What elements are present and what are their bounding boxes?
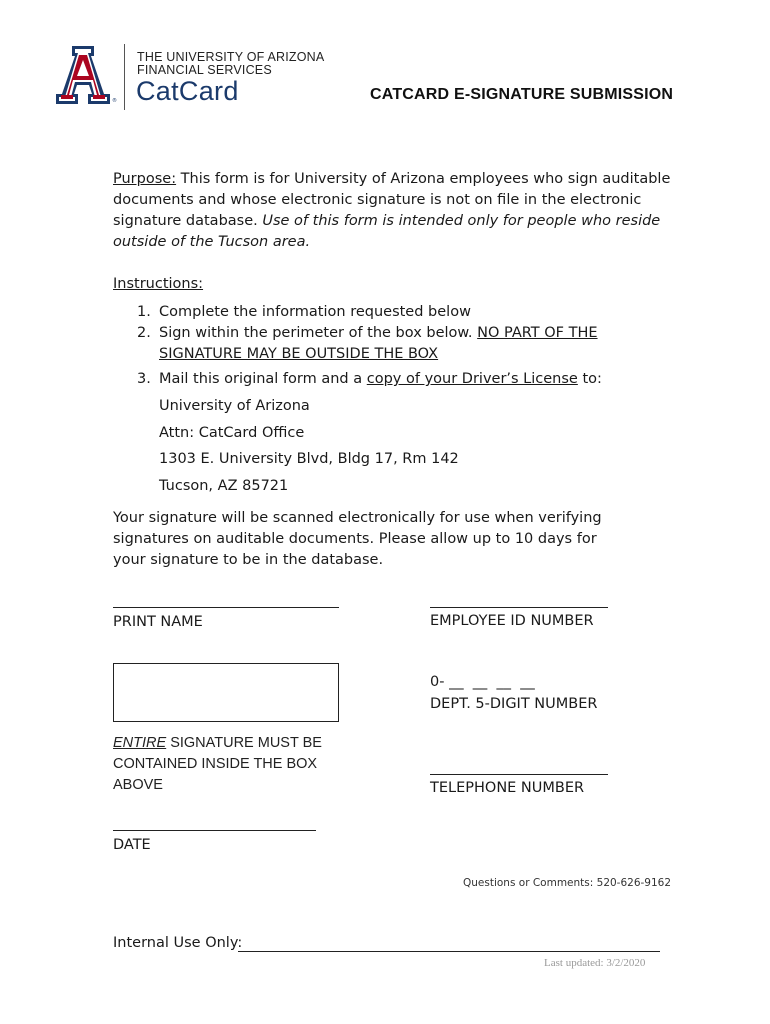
telephone-line[interactable] (430, 774, 608, 775)
form-title: CATCARD E-SIGNATURE SUBMISSION (370, 86, 674, 103)
questions-contact: Questions or Comments: 520-626-9162 (463, 877, 672, 889)
telephone-label: TELEPHONE NUMBER (430, 780, 585, 796)
instruction-item (137, 323, 657, 365)
mailing-address (159, 393, 459, 499)
signature-note-emphasis: ENTIRE (113, 735, 167, 751)
instruction-emphasis: copy of your Driver’s License (366, 371, 578, 387)
instruction-emphasis: NO PART OF THE SIGNATURE MAY BE OUTSIDE THE BOX (159, 325, 598, 362)
instruction-text: Sign within the perimeter of the box below. (159, 325, 478, 341)
instruction-number: 3. (137, 371, 151, 387)
instruction-number: 1. (137, 304, 151, 320)
signature-box[interactable] (113, 663, 339, 722)
last-updated: Last updated: 3/2/2020 (544, 957, 646, 969)
print-name-line[interactable] (113, 607, 339, 608)
purpose-label: Purpose: (113, 171, 177, 187)
instruction-tail: to: (577, 371, 602, 387)
instruction-text: Complete the information requested below (159, 304, 471, 320)
internal-use-label: Internal Use Only: (113, 935, 243, 951)
purpose-text: This form is for University of Arizona employees who sign auditable documents and whose electronic signature is not on file in the electronic signature database. (113, 171, 671, 229)
print-name-label: PRINT NAME (113, 614, 203, 630)
department-name: FINANCIAL SERVICES (137, 63, 272, 77)
date-line[interactable] (113, 830, 316, 831)
signature-note (113, 733, 343, 796)
instructions-heading: Instructions: (113, 276, 204, 292)
instruction-item (137, 302, 657, 323)
address-line: University of Arizona (159, 398, 310, 414)
dept-number-blanks[interactable]: 0- __ __ __ __ (430, 674, 535, 690)
purpose-paragraph (113, 169, 673, 253)
employee-id-line[interactable] (430, 607, 608, 608)
header-divider (124, 44, 125, 110)
catcard-wordmark: CatCard (136, 76, 239, 106)
university-logo-icon (50, 46, 116, 104)
purpose-note: Use of this form is intended only for people who reside outside of the Tucson area. (113, 213, 661, 250)
instructions-list (137, 302, 657, 390)
instruction-item (137, 369, 657, 390)
internal-use-line[interactable] (238, 951, 660, 952)
svg-text:®: ® (112, 98, 117, 104)
instruction-text: Mail this original form and a (159, 371, 367, 387)
address-line: Attn: CatCard Office (159, 424, 305, 441)
instruction-number: 2. (137, 325, 151, 341)
employee-id-label: EMPLOYEE ID NUMBER (430, 613, 594, 629)
university-name: THE UNIVERSITY OF ARIZONA (137, 50, 325, 64)
address-line: Tucson, AZ 85721 (159, 477, 289, 494)
date-label: DATE (113, 837, 151, 853)
dept-number-label: DEPT. 5-DIGIT NUMBER (430, 696, 598, 712)
signature-note-text: SIGNATURE MUST BE CONTAINED INSIDE THE BOX ABOVE (113, 735, 322, 793)
address-line: 1303 E. University Blvd, Bldg 17, Rm 142 (159, 451, 459, 467)
scan-notice: Your signature will be scanned electronically for use when verifying signatures on auditable documents. Please allow up to 10 days for your signature to be in the database. (113, 510, 602, 568)
